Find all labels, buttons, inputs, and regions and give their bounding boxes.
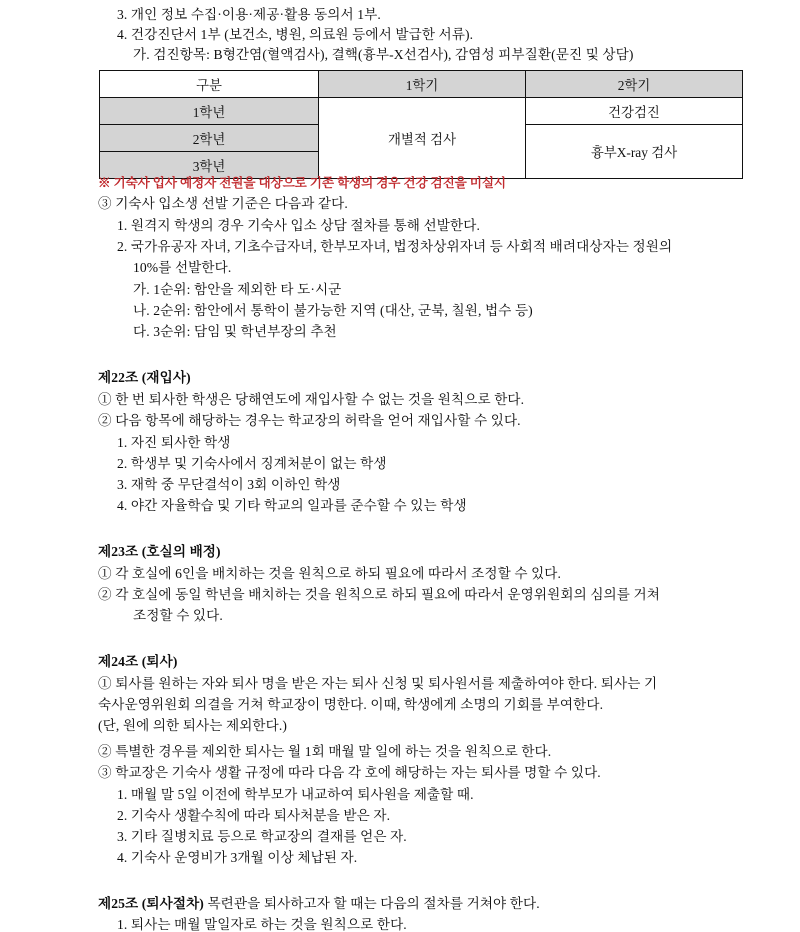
article-23-clause-2-continuation: 조정할 수 있다. (133, 608, 223, 623)
list-item-marker: 가. (133, 47, 150, 62)
list-item-marker: 1. (117, 917, 128, 932)
clause-text: 다음 항목에 해당하는 경우는 학교장의 허락을 얻어 재입사할 수 있다. (115, 413, 521, 428)
list-item-text: 국가유공자 자녀, 기초수급자녀, 한부모자녀, 법정차상위자녀 등 사회적 배려대상자는 정원의 (130, 239, 673, 254)
clause-text: 한 번 퇴사한 학생은 당해연도에 재입사할 수 없는 것을 원칙으로 한다. (115, 392, 525, 407)
list-item (117, 499, 467, 513)
list-item-text: 학생부 및 기숙사에서 징계처분이 없는 학생 (130, 456, 387, 471)
red-note: ※ 기숙사 입사 예정자 전원을 대상으로 기존 학생의 경우 건강 검진을 미실시 (98, 176, 506, 190)
list-item (133, 304, 533, 318)
clause-marker: ② (98, 587, 112, 602)
table-cell-sem2-grade-1: 건강검진 (526, 98, 743, 125)
table-cell-sem1-merged: 개별적 검사 (319, 98, 526, 179)
list-item (133, 48, 634, 62)
article-22-clause-1 (98, 393, 524, 407)
table-header-row (100, 71, 743, 98)
table-header-cell-sem1: 1학기 (319, 71, 526, 98)
list-item-marker: 4. (117, 850, 128, 865)
table-row (100, 98, 743, 125)
list-item (117, 240, 672, 254)
list-item (117, 851, 357, 865)
list-item-text: 기숙사 생활수칙에 따라 퇴사처분을 받은 자. (130, 808, 391, 823)
article-25-lead: 목련관을 퇴사하고자 할 때는 다음의 절차를 거쳐야 한다. (207, 896, 540, 911)
list-item (133, 283, 341, 297)
list-item-text: 건강진단서 1부 (보건소, 병원, 의료원 등에서 발급한 서류). (130, 27, 474, 42)
table-cell-grade-3: 3학년 (100, 152, 319, 179)
list-item-marker: 4. (117, 498, 128, 513)
list-item-marker: 3. (117, 829, 128, 844)
list-item-marker: 2. (117, 808, 128, 823)
list-item-marker: 1. (117, 435, 128, 450)
list-item-marker: 나. (133, 303, 150, 318)
list-item (117, 219, 480, 233)
list-item-marker: 3. (117, 477, 128, 492)
list-item-text: 야간 자율학습 및 기타 학교의 일과를 준수할 수 있는 학생 (130, 498, 467, 513)
list-item-marker: 1. (117, 787, 128, 802)
list-item (117, 830, 407, 844)
list-item-text: 재학 중 무단결석이 3회 이하인 학생 (130, 477, 341, 492)
table-cell-grade-2: 2학년 (100, 125, 319, 152)
list-item-marker: 2. (117, 456, 128, 471)
list-item (117, 8, 381, 22)
list-item (117, 457, 387, 471)
list-item-text: 2순위: 함안에서 통학이 불가능한 지역 (대산, 군북, 칠원, 법수 등) (153, 303, 533, 318)
clause-marker: ① (98, 392, 112, 407)
article-23-clause-2 (98, 588, 660, 602)
clause-text: 각 호실에 동일 학년을 배치하는 것을 원칙으로 하되 필요에 따라서 운영위원회의 심의를 거쳐 (115, 587, 660, 602)
list-item-marker: 다. (133, 324, 150, 339)
list-item-marker: 1. (117, 218, 128, 233)
list-item (117, 809, 390, 823)
clause-3 (98, 197, 348, 211)
article-22-title: 제22조 (재입사) (98, 370, 191, 385)
list-item-text: 매월 말 5일 이전에 학부모가 내교하여 퇴사원을 제출할 때. (130, 787, 474, 802)
list-item (133, 325, 337, 339)
table-cell-grade-1: 1학년 (100, 98, 319, 125)
list-item-text: 퇴사는 매월 말일자로 하는 것을 원칙으로 한다. (130, 917, 407, 932)
clause-marker: ② (98, 413, 112, 428)
article-24-clause-1-line-2: 숙사운영위원회 의결을 거쳐 학교장이 명한다. 이때, 학생에게 소명의 기회를 부여한다. (98, 697, 604, 712)
list-item (117, 918, 407, 932)
clause-text: 각 호실에 6인을 배치하는 것을 원칙으로 하되 필요에 따라서 조정할 수 있다. (115, 566, 562, 581)
article-24-clause-3: ③ 학교장은 기숙사 생활 규정에 따라 다음 각 호에 해당하는 자는 퇴사를 명할 수 있다. (98, 765, 601, 780)
clause-text: 기숙사 입소생 선발 기준은 다음과 같다. (115, 196, 348, 211)
article-24-clause-1-line-3: (단, 원에 의한 퇴사는 제외한다.) (98, 718, 288, 733)
list-item-marker: 가. (133, 282, 150, 297)
table-header-cell-gubun: 구분 (100, 71, 319, 98)
list-item-text: 1순위: 함안을 제외한 타 도·시군 (153, 282, 342, 297)
article-24-title: 제24조 (퇴사) (98, 654, 178, 669)
clause-marker: ① (98, 566, 112, 581)
list-item (117, 478, 341, 492)
list-item (117, 436, 231, 450)
list-item-continuation: 10%를 선발한다. (133, 260, 232, 275)
list-item-marker: 4. (117, 27, 128, 42)
table-cell-sem2-merged: 흉부X-ray 검사 (526, 125, 743, 179)
list-item-marker: 3. (117, 7, 128, 22)
list-item-text: 검진항목: B형간염(혈액검사), 결핵(흉부-X선검사), 감염성 피부질환(문진 및 상담) (153, 47, 634, 62)
article-24-clause-2: ② 특별한 경우를 제외한 퇴사는 월 1회 매월 말 일에 하는 것을 원칙으로 한다. (98, 744, 552, 759)
list-item-text: 3순위: 담임 및 학년부장의 추천 (153, 324, 337, 339)
list-item-text: 원격지 학생의 경우 기숙사 입소 상담 절차를 통해 선발한다. (130, 218, 480, 233)
article-25-title: 제25조 (퇴사절차) (98, 896, 204, 911)
list-item-text: 기타 질병치료 등으로 학교장의 결재를 얻은 자. (130, 829, 407, 844)
article-25-heading-line (98, 897, 540, 911)
health-check-schedule-table (99, 70, 739, 179)
table-header-cell-sem2: 2학기 (526, 71, 743, 98)
list-item-text: 자진 퇴사한 학생 (130, 435, 231, 450)
clause-marker: ③ (98, 196, 112, 211)
list-item (117, 788, 474, 802)
article-24-clause-1-line-1: ① 퇴사를 원하는 자와 퇴사 명을 받은 자는 퇴사 신청 및 퇴사원서를 제출하여야 한다. 퇴사는 기 (98, 676, 658, 691)
list-item-text: 개인 정보 수집·이용·제공·활용 동의서 1부. (130, 7, 381, 22)
schedule-table (99, 70, 743, 179)
list-item-marker: 2. (117, 239, 128, 254)
list-item (117, 28, 473, 42)
article-23-title: 제23조 (호실의 배정) (98, 544, 221, 559)
article-23-clause-1 (98, 567, 561, 581)
article-22-clause-2 (98, 414, 521, 428)
list-item-text: 기숙사 운영비가 3개월 이상 체납된 자. (130, 850, 358, 865)
